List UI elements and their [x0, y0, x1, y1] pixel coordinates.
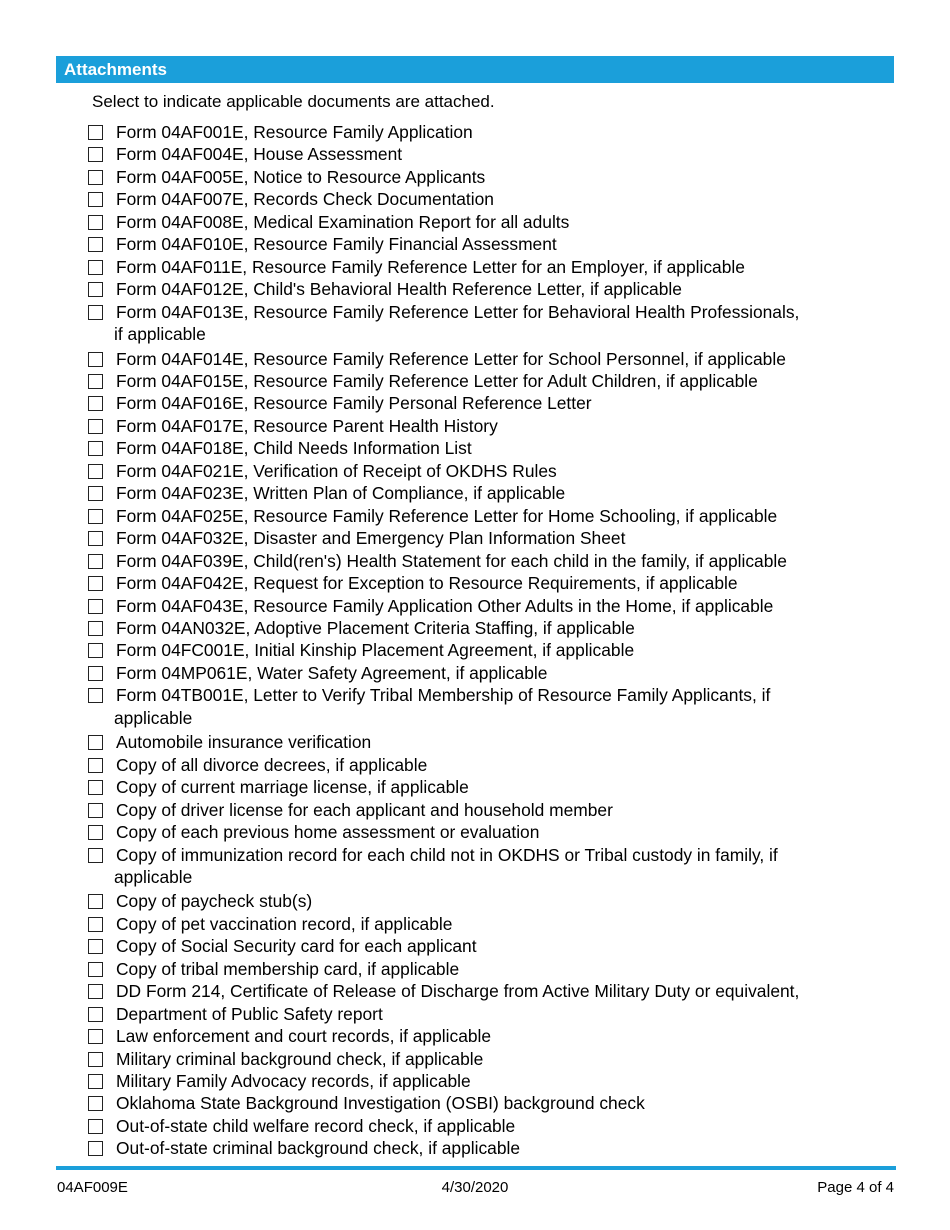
attachment-checkbox-item[interactable]	[88, 527, 878, 549]
checkbox[interactable]	[88, 735, 103, 750]
checkbox-label: Copy of pet vaccination record, if applicable	[116, 913, 453, 934]
checkbox-label: Law enforcement and court records, if applicable	[116, 1026, 492, 1047]
attachment-checkbox-item[interactable]	[88, 1003, 878, 1025]
checkbox-label: Form 04AN032E, Adoptive Placement Criteria Staffing, if applicable	[116, 617, 635, 638]
checkbox[interactable]	[88, 419, 103, 434]
checkbox-label: Copy of driver license for each applicant and household member	[116, 799, 613, 820]
checkbox[interactable]	[88, 125, 103, 140]
attachment-checkbox-item[interactable]	[88, 639, 878, 661]
attachment-checkbox-item[interactable]	[88, 821, 878, 843]
attachment-checkbox-item[interactable]	[88, 684, 878, 731]
attachment-checkbox-item[interactable]	[88, 572, 878, 594]
checkbox[interactable]	[88, 282, 103, 297]
checkbox[interactable]	[88, 531, 103, 546]
checkbox-label: Copy of all divorce decrees, if applicable	[116, 754, 428, 775]
checkbox[interactable]	[88, 758, 103, 773]
checkbox[interactable]	[88, 599, 103, 614]
checkbox-label-continuation: applicable	[114, 707, 193, 728]
attachment-checkbox-item[interactable]	[88, 392, 878, 414]
attachment-checkbox-item[interactable]	[88, 844, 878, 891]
checkbox-label: Copy of each previous home assessment or evaluation	[116, 822, 540, 843]
checkbox[interactable]	[88, 374, 103, 389]
footer-form-number: 04AF009E	[57, 1179, 128, 1196]
attachment-checkbox-item[interactable]	[88, 595, 878, 617]
checkbox[interactable]	[88, 464, 103, 479]
footer-page-number: Page 4 of 4	[817, 1179, 894, 1196]
checkbox[interactable]	[88, 803, 103, 818]
checkbox-label: Military criminal background check, if applicable	[116, 1048, 484, 1069]
attachment-checkbox-item[interactable]	[88, 460, 878, 482]
attachment-checkbox-item[interactable]	[88, 1137, 878, 1159]
checkbox-label: Copy of immunization record for each child not in OKDHS or Tribal custody in family, if	[116, 844, 778, 865]
attachment-checkbox-item[interactable]	[88, 754, 878, 776]
attachment-checkbox-item[interactable]	[88, 980, 878, 1002]
checkbox-label: Form 04AF013E, Resource Family Reference Letter for Behavioral Health Professionals,	[116, 301, 800, 322]
attachment-checkbox-item[interactable]	[88, 143, 878, 165]
checkbox-label: Form 04FC001E, Initial Kinship Placement Agreement, if applicable	[116, 640, 635, 661]
checkbox[interactable]	[88, 939, 103, 954]
checkbox[interactable]	[88, 260, 103, 275]
attachment-checkbox-item[interactable]	[88, 617, 878, 639]
checkbox[interactable]	[88, 917, 103, 932]
attachment-checkbox-item[interactable]	[88, 662, 878, 684]
checkbox-label: Form 04AF021E, Verification of Receipt of OKDHS Rules	[116, 460, 557, 481]
attachment-checkbox-item[interactable]	[88, 935, 878, 957]
checkbox[interactable]	[88, 147, 103, 162]
checkbox[interactable]	[88, 1141, 103, 1156]
checkbox[interactable]	[88, 486, 103, 501]
checkbox[interactable]	[88, 215, 103, 230]
checkbox[interactable]	[88, 305, 103, 320]
checkbox-label: Form 04AF042E, Request for Exception to Resource Requirements, if applicable	[116, 573, 738, 594]
checkbox-label: Form 04AF039E, Child(ren's) Health Statement for each child in the family, if applicable	[116, 550, 787, 571]
checkbox-label: Copy of current marriage license, if applicable	[116, 777, 469, 798]
footer-divider	[56, 1166, 896, 1170]
checkbox[interactable]	[88, 825, 103, 840]
checkbox-label: Form 04AF016E, Resource Family Personal Reference Letter	[116, 393, 592, 414]
checkbox[interactable]	[88, 643, 103, 658]
checkbox[interactable]	[88, 894, 103, 909]
checkbox-label: Automobile insurance verification	[116, 732, 372, 753]
footer-date: 4/30/2020	[441, 1179, 509, 1196]
checkbox-label: Form 04AF043E, Resource Family Application Other Adults in the Home, if applicable	[116, 595, 774, 616]
checkbox-label: Copy of tribal membership card, if applicable	[116, 958, 460, 979]
checkbox-label: Oklahoma State Background Investigation (OSBI) background check	[116, 1093, 645, 1114]
checkbox[interactable]	[88, 1096, 103, 1111]
checkbox[interactable]	[88, 509, 103, 524]
checkbox-label-continuation: if applicable	[114, 324, 206, 345]
checkbox-label: Form 04AF004E, House Assessment	[116, 144, 403, 165]
checkbox[interactable]	[88, 1007, 103, 1022]
checkbox[interactable]	[88, 962, 103, 977]
attachments-instructions: Select to indicate applicable documents are attached.	[92, 92, 495, 111]
attachment-checkbox-item[interactable]	[88, 348, 878, 370]
attachment-checkbox-item[interactable]	[88, 166, 878, 188]
checkbox-label: Form 04AF014E, Resource Family Reference Letter for School Personnel, if applicable	[116, 348, 786, 369]
attachment-checkbox-item[interactable]	[88, 890, 878, 912]
attachment-checkbox-item[interactable]	[88, 278, 878, 300]
attachment-checkbox-item[interactable]	[88, 1070, 878, 1092]
checkbox-label: Form 04MP061E, Water Safety Agreement, if applicable	[116, 662, 548, 683]
attachment-checkbox-item[interactable]	[88, 913, 878, 935]
attachment-checkbox-item[interactable]	[88, 550, 878, 572]
attachment-checkbox-item[interactable]	[88, 482, 878, 504]
attachment-checkbox-item[interactable]	[88, 211, 878, 233]
checkbox-label: Form 04AF023E, Written Plan of Compliance, if applicable	[116, 483, 566, 504]
checkbox[interactable]	[88, 621, 103, 636]
checkbox-label: Copy of paycheck stub(s)	[116, 891, 313, 912]
attachment-checkbox-item[interactable]	[88, 415, 878, 437]
checkbox-label-continuation: applicable	[114, 866, 193, 887]
checkbox-label: Form 04AF012E, Child's Behavioral Health Reference Letter, if applicable	[116, 279, 682, 300]
checkbox[interactable]	[88, 1119, 103, 1134]
attachments-checklist	[88, 121, 878, 1160]
attachment-checkbox-item[interactable]	[88, 437, 878, 459]
checkbox-label: Out-of-state child welfare record check, if applicable	[116, 1115, 516, 1136]
checkbox[interactable]	[88, 780, 103, 795]
attachment-checkbox-item[interactable]	[88, 1092, 878, 1114]
checkbox-label: Form 04AF018E, Child Needs Information List	[116, 438, 472, 459]
checkbox[interactable]	[88, 396, 103, 411]
checkbox[interactable]	[88, 192, 103, 207]
checkbox-label: Form 04AF001E, Resource Family Application	[116, 122, 473, 142]
attachment-checkbox-item[interactable]	[88, 505, 878, 527]
checkbox[interactable]	[88, 848, 103, 863]
attachment-checkbox-item[interactable]	[88, 256, 878, 278]
checkbox[interactable]	[88, 576, 103, 591]
attachment-checkbox-item[interactable]	[88, 1025, 878, 1047]
checkbox[interactable]	[88, 666, 103, 681]
checkbox-label: Form 04AF032E, Disaster and Emergency Plan Information Sheet	[116, 528, 626, 549]
attachment-checkbox-item[interactable]	[88, 301, 878, 348]
checkbox-label: Form 04AF005E, Notice to Resource Applicants	[116, 166, 486, 187]
checkbox[interactable]	[88, 1052, 103, 1067]
checkbox-label: Copy of Social Security card for each applicant	[116, 936, 477, 957]
attachment-checkbox-item[interactable]	[88, 1048, 878, 1070]
checkbox[interactable]	[88, 1074, 103, 1089]
attachment-checkbox-item[interactable]	[88, 370, 878, 392]
checkbox[interactable]	[88, 170, 103, 185]
checkbox[interactable]	[88, 352, 103, 367]
checkbox-label: Out-of-state criminal background check, if applicable	[116, 1138, 521, 1159]
attachment-checkbox-item[interactable]	[88, 121, 878, 143]
checkbox[interactable]	[88, 984, 103, 999]
checkbox-label: DD Form 214, Certificate of Release of Discharge from Active Military Duty or equivalent,	[116, 981, 800, 1002]
checkbox[interactable]	[88, 688, 103, 703]
attachment-checkbox-item[interactable]	[88, 799, 878, 821]
attachment-checkbox-item[interactable]	[88, 1115, 878, 1137]
section-header-attachments: Attachments	[56, 56, 894, 83]
checkbox-label: Form 04AF010E, Resource Family Financial Assessment	[116, 234, 557, 255]
attachment-checkbox-item[interactable]	[88, 731, 878, 753]
checkbox[interactable]	[88, 237, 103, 252]
checkbox-label: Form 04AF017E, Resource Parent Health History	[116, 415, 498, 436]
checkbox-label: Form 04TB001E, Letter to Verify Tribal Membership of Resource Family Applicants, if	[116, 685, 771, 706]
checkbox-label: Department of Public Safety report	[116, 1003, 383, 1024]
attachment-checkbox-item[interactable]	[88, 958, 878, 980]
attachment-checkbox-item[interactable]	[88, 233, 878, 255]
checkbox[interactable]	[88, 554, 103, 569]
checkbox[interactable]	[88, 441, 103, 456]
checkbox-label: Form 04AF008E, Medical Examination Report for all adults	[116, 211, 570, 232]
attachment-checkbox-item[interactable]	[88, 776, 878, 798]
checkbox-label: Form 04AF015E, Resource Family Reference Letter for Adult Children, if applicable	[116, 370, 758, 391]
attachment-checkbox-item[interactable]	[88, 188, 878, 210]
checkbox-label: Military Family Advocacy records, if applicable	[116, 1071, 471, 1092]
checkbox-label: Form 04AF011E, Resource Family Reference Letter for an Employer, if applicable	[116, 256, 745, 277]
checkbox-label: Form 04AF007E, Records Check Documentation	[116, 189, 494, 210]
checkbox-label: Form 04AF025E, Resource Family Reference Letter for Home Schooling, if applicable	[116, 505, 778, 526]
checkbox[interactable]	[88, 1029, 103, 1044]
